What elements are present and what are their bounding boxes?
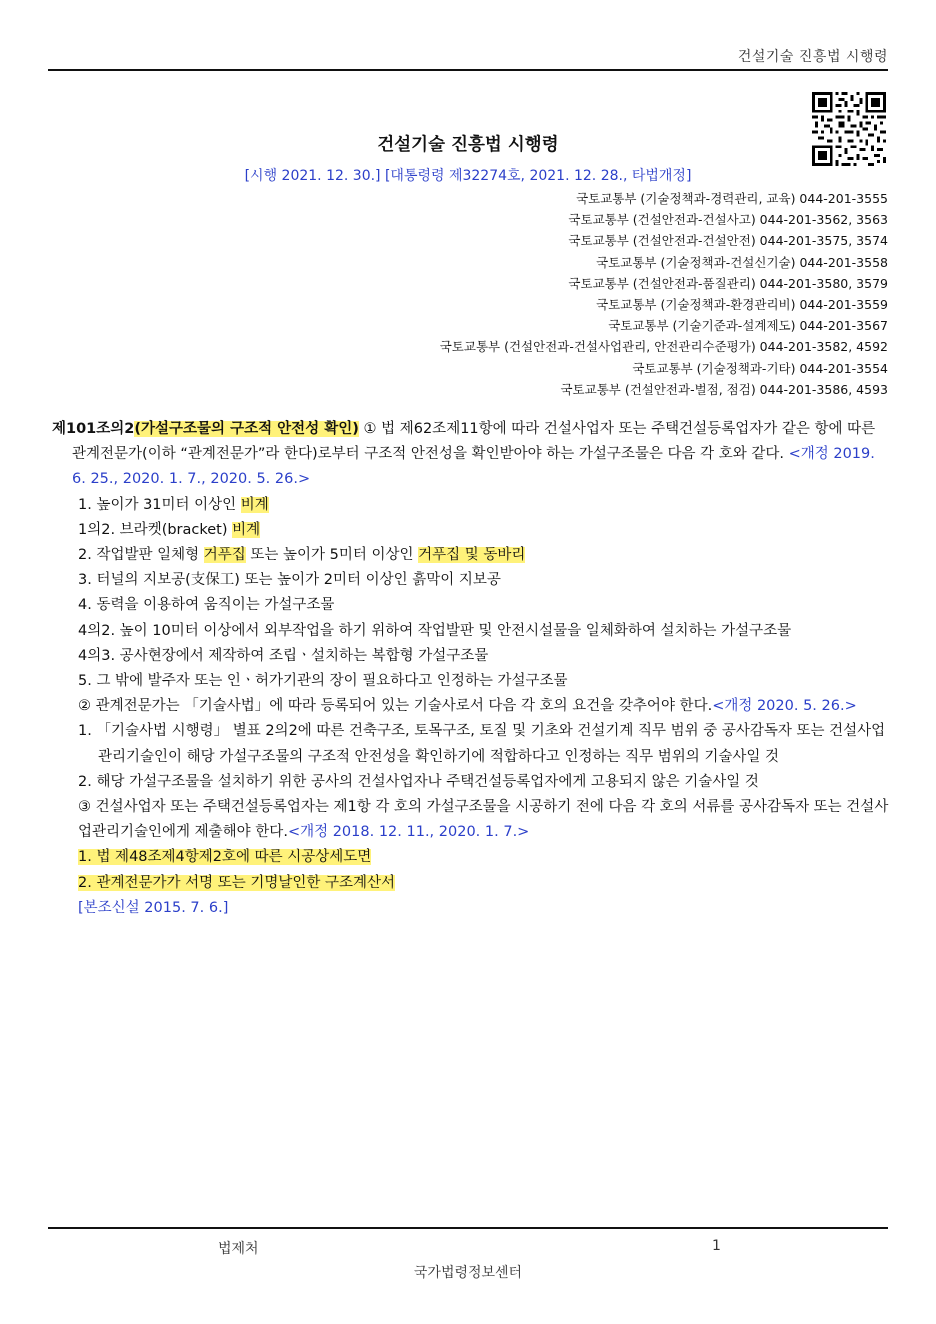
list-item bbox=[58, 845, 890, 870]
highlighted-term[interactable]: 비계 bbox=[232, 521, 261, 538]
list-item: 3. 터널의 지보공(支保工) 또는 높이가 2미터 이상인 흙막이 지보공 bbox=[78, 572, 501, 589]
contact-line: 국토교통부 (건설안전과-품질관리) 044-201-3580, 3579 bbox=[568, 275, 888, 291]
article-body bbox=[52, 417, 890, 921]
list-item: 5. 그 밖에 발주자 또는 인ㆍ허가기관의 장이 필요하다고 인정하는 가설구조물 bbox=[78, 673, 568, 690]
list-item: 1. 「기술사법 시행령」 별표 2의2에 따른 건축구조, 토목구조, 토질 및 기초와 건설기계 직무 범위 중 공사감독자 또는 건설사업관리기술인이 해당 가설구조물의 구조적 안전성을 확인하기에 적합하다고 인정하는 직무 범위의 기술사일 것 bbox=[78, 723, 886, 765]
amendment-link[interactable]: <개정 2018. 12. 11., 2020. 1. 7.> bbox=[287, 824, 530, 841]
footer-center: 국가법령정보센터 bbox=[413, 1265, 523, 1281]
list-item: 2. 작업발판 일체형 거푸집 또는 높이가 5미터 이상인 거푸집 및 동바리 bbox=[78, 547, 526, 564]
article-paragraph-3: ③ 건설사업자 또는 주택건설등록업자는 제1항 각 호의 가설구조물을 시공하기 전에 다음 각 호의 서류를 공사감독자 또는 건설사업관리기술인에게 제출해야 한다.<개정 2018. 12. 11., 2020. 1. 7.> bbox=[78, 799, 889, 841]
contact-line: 국토교통부 (건설안전과-건설안전) 044-201-3575, 3574 bbox=[568, 233, 888, 249]
highlighted-term[interactable]: 거푸집 및 동바리 bbox=[418, 547, 526, 564]
running-header: 건설기술 진흥법 시행령 bbox=[737, 49, 888, 65]
contact-line: 국토교통부 (기술기준과-설계제도) 044-201-3567 bbox=[608, 318, 888, 334]
contact-line: 국토교통부 (건설안전과-벌점, 점검) 044-201-3586, 4593 bbox=[560, 381, 888, 397]
contact-list bbox=[288, 188, 888, 400]
highlighted-term[interactable]: 1. 법 제48조제4항제2호에 따른 시공상세도면 bbox=[78, 849, 372, 866]
article-paragraph-2: ② 관계전문가는 「기술사법」에 따라 등록되어 있는 기술사로서 다음 각 호의 요건을 갖추어야 한다.<개정 2020. 5. 26.> bbox=[78, 698, 857, 715]
highlighted-term[interactable]: 2. 관계전문가가 서명 또는 기명날인한 구조계산서 bbox=[78, 874, 396, 891]
article-paragraph-1 bbox=[52, 417, 890, 493]
contact-line: 국토교통부 (기술정책과-경력관리, 교육) 044-201-3555 bbox=[576, 191, 888, 206]
document-title: 건설기술 진흥법 시행령 bbox=[377, 135, 559, 155]
header-rule bbox=[48, 69, 888, 71]
list-item: 1의2. 브라켓(bracket) 비계 bbox=[78, 521, 261, 538]
amendment-link[interactable]: <개정 2020. 5. 26.> bbox=[712, 698, 857, 715]
list-item: 4의2. 높이 10미터 이상에서 외부작업을 하기 위하여 작업발판 및 안전시설물을 일체화하여 설치하는 가설구조물 bbox=[78, 622, 792, 639]
amendment-link[interactable]: <개정 2019. 6. 25., 2020. 1. 7., 2020. 5. 26.> bbox=[72, 446, 875, 488]
list-item: 4의3. 공사현장에서 제작하여 조립ㆍ설치하는 복합형 가설구조물 bbox=[78, 647, 489, 664]
list-item: 4. 동력을 이용하여 움직이는 가설구조물 bbox=[78, 597, 335, 614]
enforcement-meta[interactable]: [시행 2021. 12. 30.] [대통령령 제32274호, 2021. 12. 28., 타법개정] bbox=[244, 168, 692, 184]
contact-line: 국토교통부 (기술정책과-기타) 044-201-3554 bbox=[632, 360, 888, 376]
list-item: 2. 해당 가설구조물을 설치하기 위한 공사의 건설사업자나 주택건설등록업자에게 고용되지 않은 기술사일 것 bbox=[78, 773, 759, 790]
highlighted-term[interactable]: 거푸집 bbox=[203, 547, 246, 564]
footer-source: 법제처 bbox=[218, 1241, 259, 1257]
contact-line: 국토교통부 (건설안전과-건설사업관리, 안전관리수준평가) 044-201-3582, 4592 bbox=[439, 339, 888, 355]
article-heading: (가설구조물의 구조적 안전성 확인) bbox=[134, 421, 359, 437]
list-item: 1. 높이가 31미터 이상인 비계 bbox=[78, 496, 269, 513]
footer-rule bbox=[48, 1227, 888, 1229]
contact-line: 국토교통부 (기술정책과-환경관리비) 044-201-3559 bbox=[596, 297, 888, 313]
contact-line: 국토교통부 (기술정책과-건설신기술) 044-201-3558 bbox=[596, 254, 888, 270]
article-number: 제101조의2 bbox=[52, 421, 135, 437]
list-item bbox=[58, 871, 890, 896]
paragraph-1-text: ① 법 제62조제11항에 따라 건설사업자 또는 주택건설등록업자가 같은 항에 따른 관계전문가(이하 “관계전문가”라 한다)로부터 구조적 안전성을 확인받아야 하는 가설구조물은 다음 각 호와 같다. bbox=[72, 421, 876, 463]
page-number: 1 bbox=[712, 1238, 721, 1254]
new-article-note: [본조신설 2015. 7. 6.] bbox=[78, 899, 229, 916]
contact-line: 국토교통부 (건설안전과-건설사고) 044-201-3562, 3563 bbox=[568, 212, 888, 228]
highlighted-term[interactable]: 비계 bbox=[240, 496, 269, 513]
